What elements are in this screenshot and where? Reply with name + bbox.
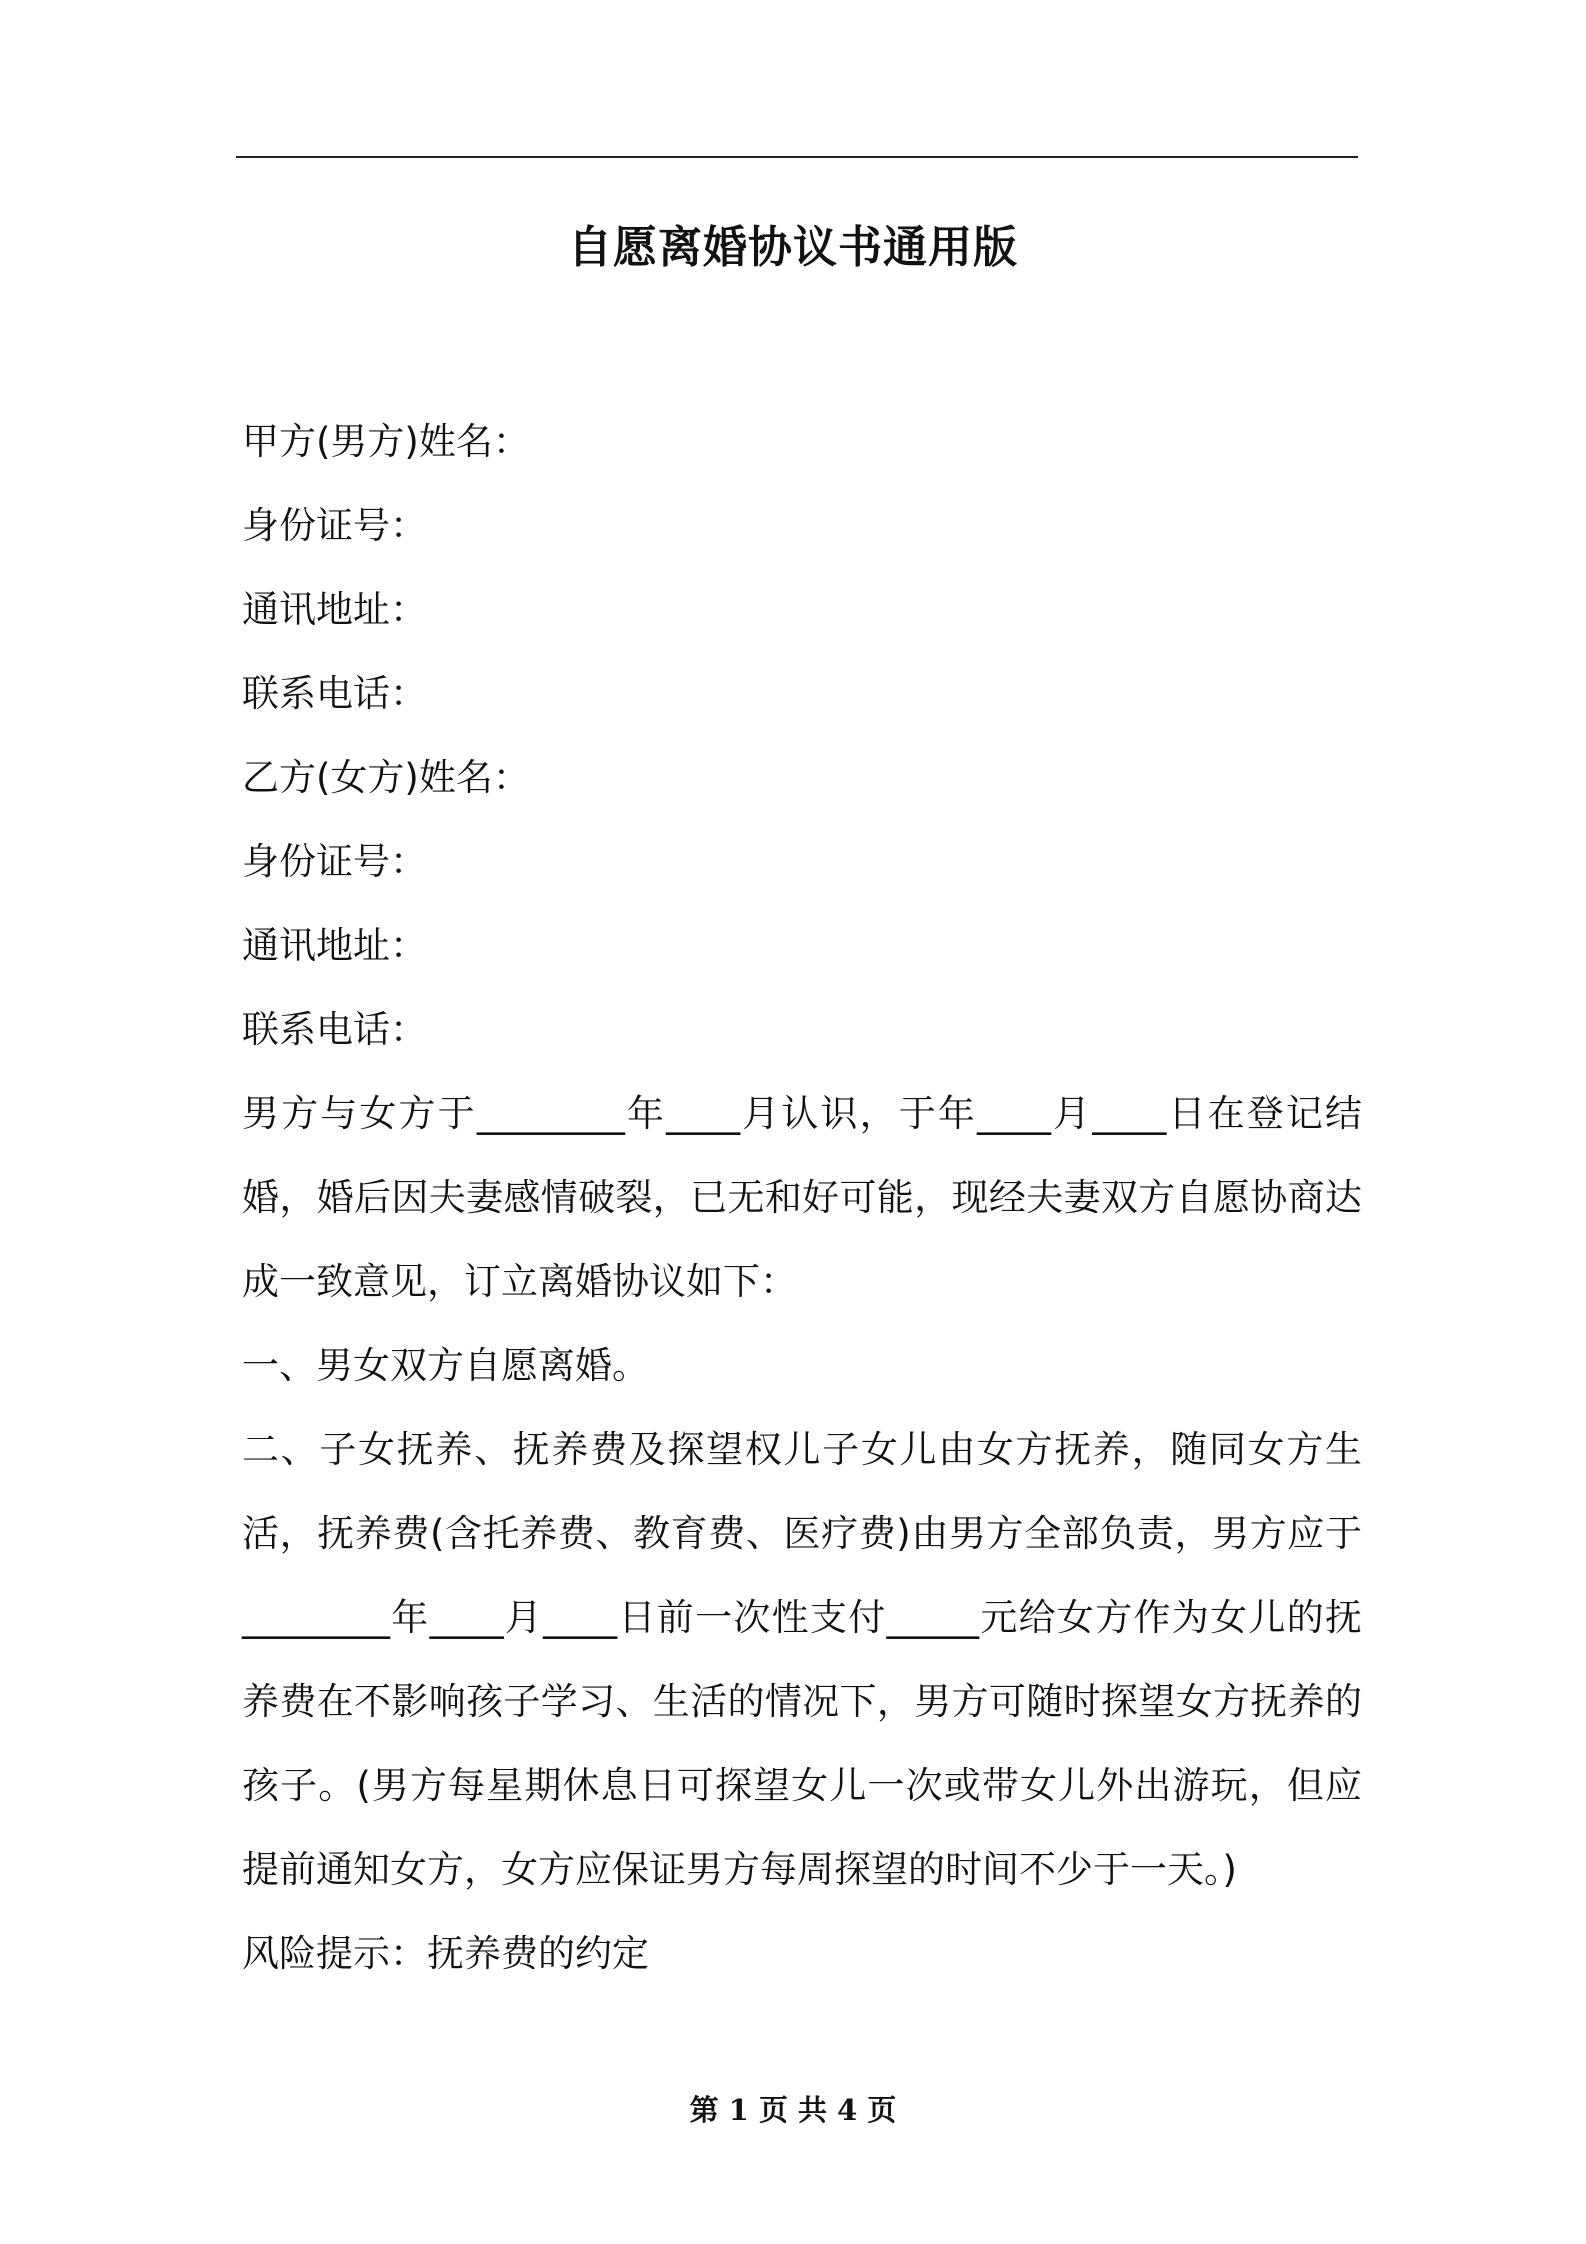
- document-body: [242, 400, 1362, 1996]
- field-wife-id: 身份证号：: [242, 840, 427, 883]
- field-wife-name: 乙方(女方)姓名：: [242, 756, 530, 799]
- document-title: 自愿离婚协议书通用版: [568, 222, 1018, 273]
- field-husband-name: 甲方(男方)姓名：: [242, 420, 530, 463]
- field-husband-phone: 联系电话：: [242, 672, 427, 715]
- clause-two: 二、子女抚养、抚养费及探望权儿子女儿由女方抚养，随同女方生活，抚养费(含托养费、教育费、医疗费)由男方全部负责，男方应于________年____月____日前一次性支付_____元给女方作为女儿的抚养费在不影响孩子学习、生活的情况下，男方可随时探望女方抚养的孩子。(男方每星期休息日可探望女儿一次或带女儿外出游玩，但应提前通知女方，女方应保证男方每周探望的时间不少于一天。): [242, 1428, 1362, 1891]
- risk-note: 风险提示：抚养费的约定: [242, 1932, 649, 1975]
- field-husband-id: 身份证号：: [242, 504, 427, 547]
- paragraph-intro: 男方与女方于________年____月认识，于年____月____日在登记结婚，婚后因夫妻感情破裂，已无和好可能，现经夫妻双方自愿协商达成一致意见，订立离婚协议如下：: [242, 1092, 1362, 1303]
- field-wife-phone: 联系电话：: [242, 1008, 427, 1051]
- page-number: 第 1 页 共 4 页: [689, 2093, 897, 2127]
- field-wife-address: 通讯地址：: [242, 924, 427, 967]
- field-husband-address: 通讯地址：: [242, 588, 427, 631]
- header-rule: [236, 156, 1358, 158]
- clause-one: 一、男女双方自愿离婚。: [242, 1344, 649, 1387]
